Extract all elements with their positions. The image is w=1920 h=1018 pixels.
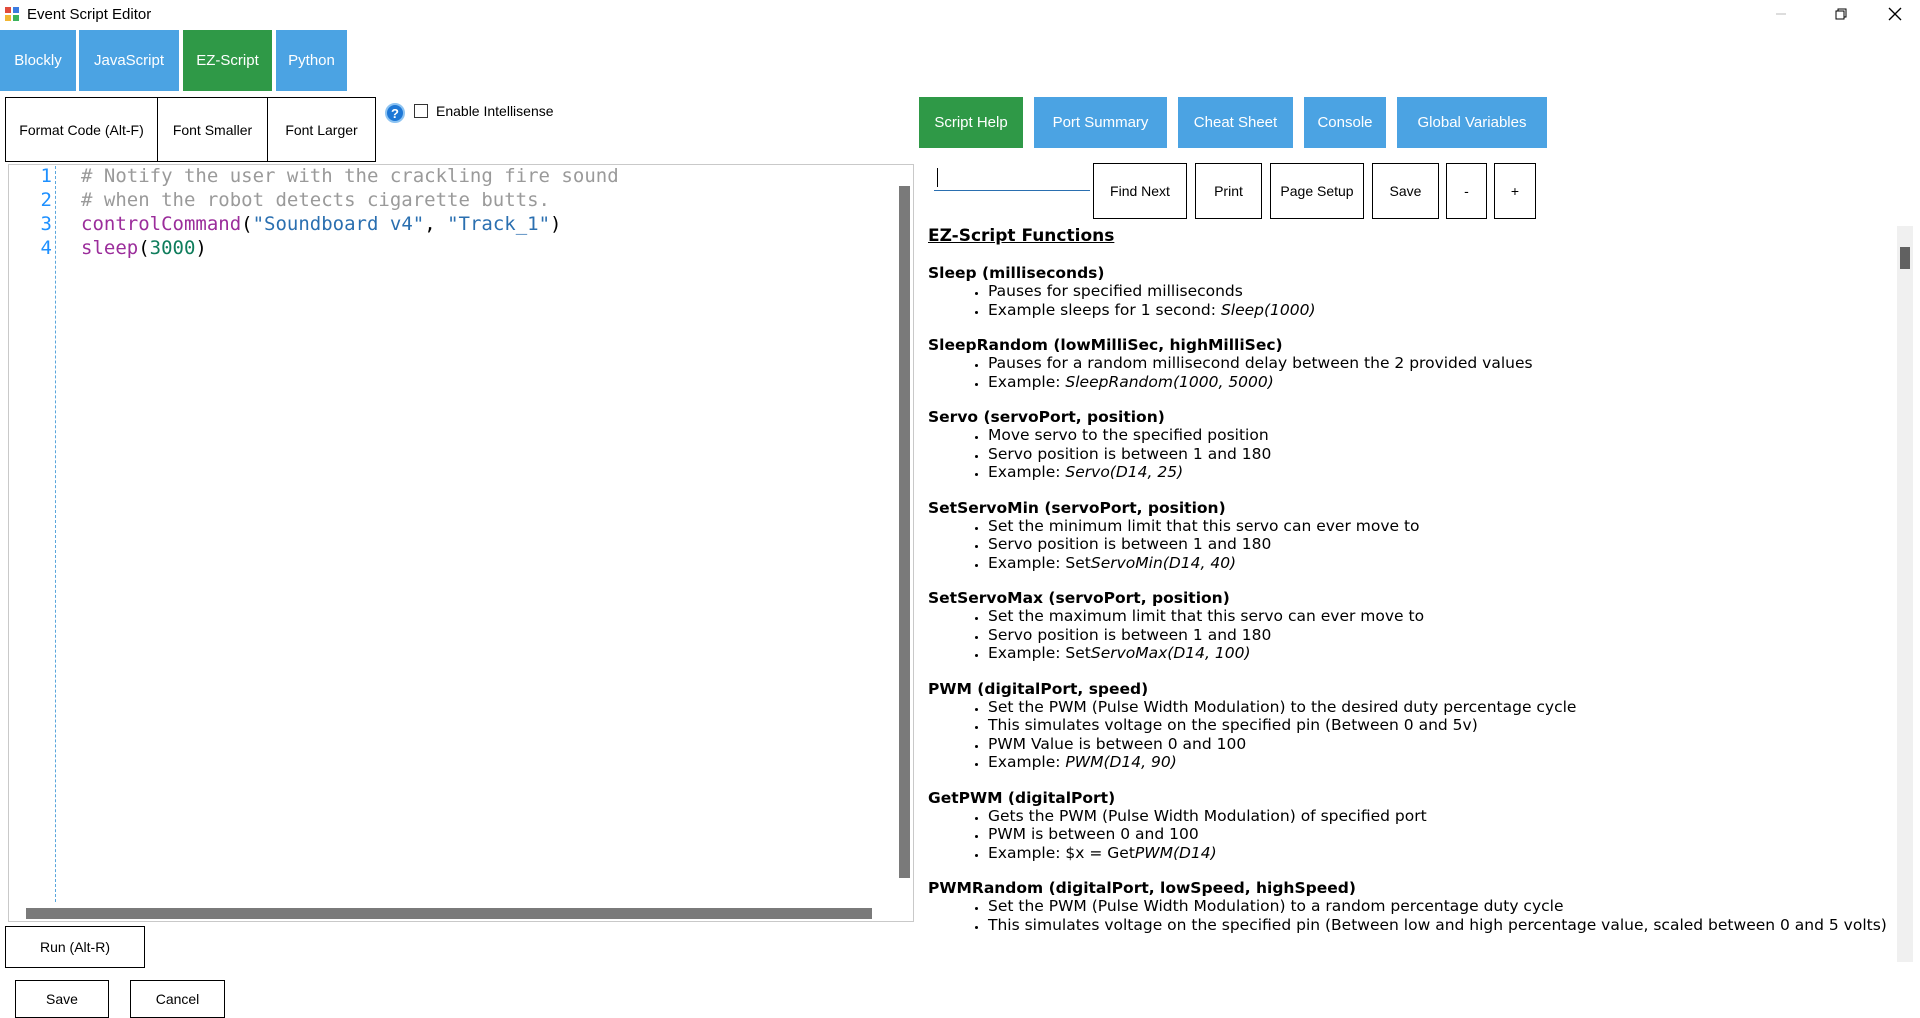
function-description: • Set the maximum limit that this servo can ever move to bbox=[988, 607, 1888, 626]
editor-vertical-scrollbar[interactable] bbox=[899, 186, 910, 878]
zoom-in-button[interactable]: + bbox=[1494, 163, 1536, 219]
example-prefix: Example: $x = Get bbox=[988, 843, 1135, 862]
run-button[interactable]: Run (Alt-R) bbox=[5, 926, 145, 968]
cancel-button[interactable]: Cancel bbox=[130, 980, 225, 1018]
tab-ez-script[interactable]: EZ-Script bbox=[183, 30, 272, 91]
code-comma: , bbox=[424, 213, 448, 235]
code-paren: ( bbox=[138, 237, 150, 259]
function-description: • This simulates voltage on the specified pin (Between low and high percentage value, scaled between 0 and 5 volts) bbox=[988, 916, 1888, 935]
function-entry bbox=[928, 264, 1888, 319]
tab-javascript[interactable]: JavaScript bbox=[79, 30, 179, 91]
function-description: • Servo position is between 1 and 180 bbox=[988, 445, 1888, 464]
format-code-button[interactable]: Format Code (Alt-F) bbox=[5, 97, 158, 162]
app-icon bbox=[4, 6, 20, 22]
editor-horizontal-scrollbar[interactable] bbox=[26, 908, 872, 919]
function-entry bbox=[928, 499, 1888, 573]
font-smaller-button[interactable]: Font Smaller bbox=[157, 97, 268, 162]
function-example bbox=[988, 554, 1888, 573]
function-title: SleepRandom (lowMilliSec, highMilliSec) bbox=[928, 336, 1283, 354]
function-example bbox=[988, 301, 1888, 320]
close-icon bbox=[1888, 7, 1902, 21]
help-icon[interactable]: ? bbox=[385, 103, 405, 123]
search-input[interactable] bbox=[934, 166, 1090, 191]
code-line: # Notify the user with the crackling fire sound bbox=[81, 165, 619, 187]
restore-button[interactable] bbox=[1811, 0, 1871, 28]
restore-icon bbox=[1835, 8, 1847, 20]
code-line: # when the robot detects cigarette butts. bbox=[81, 189, 550, 211]
function-description: • Move servo to the specified position bbox=[988, 426, 1888, 445]
tab-port-summary[interactable]: Port Summary bbox=[1034, 97, 1167, 148]
example-prefix: Example: bbox=[988, 372, 1066, 391]
code-function: sleep bbox=[81, 237, 139, 259]
code-paren: ) bbox=[550, 213, 562, 235]
tab-cheat-sheet[interactable]: Cheat Sheet bbox=[1178, 97, 1293, 148]
title-bar bbox=[0, 0, 1920, 28]
function-example bbox=[988, 463, 1888, 482]
function-entry bbox=[928, 879, 1888, 934]
function-description: • Set the PWM (Pulse Width Modulation) to the desired duty percentage cycle bbox=[988, 698, 1888, 717]
print-button[interactable]: Print bbox=[1195, 163, 1262, 219]
function-title: PWMRandom (digitalPort, lowSpeed, highSpeed) bbox=[928, 879, 1356, 897]
function-entry bbox=[928, 680, 1888, 772]
example-prefix: Example: Set bbox=[988, 644, 1091, 662]
code-number: 3000 bbox=[149, 237, 196, 259]
function-example bbox=[988, 844, 1888, 863]
function-description: • Servo position is between 1 and 180 bbox=[988, 626, 1888, 645]
help-document bbox=[928, 226, 1888, 963]
enable-intellisense-checkbox[interactable] bbox=[414, 104, 428, 118]
minimize-button[interactable] bbox=[1751, 0, 1811, 28]
example-code: PWM(D14, 90) bbox=[1065, 753, 1177, 771]
example-prefix: Example: bbox=[988, 463, 1066, 481]
tab-global-variables[interactable]: Global Variables bbox=[1397, 97, 1547, 148]
example-code: ServoMax(D14, 100) bbox=[1090, 644, 1251, 662]
function-title: Sleep (milliseconds) bbox=[928, 264, 1105, 282]
doc-vertical-scrollbar[interactable] bbox=[1897, 226, 1913, 962]
gutter-divider bbox=[55, 166, 56, 902]
line-number: 1 bbox=[40, 165, 52, 187]
tab-script-help[interactable]: Script Help bbox=[919, 97, 1023, 148]
enable-intellisense-label: Enable Intellisense bbox=[436, 103, 554, 119]
example-code: SleepRandom(1000, 5000) bbox=[1065, 372, 1274, 391]
function-description: • PWM Value is between 0 and 100 bbox=[988, 735, 1888, 754]
code-function: controlCommand bbox=[81, 213, 242, 235]
doc-heading: EZ-Script Functions bbox=[928, 226, 1115, 246]
code-paren: ( bbox=[241, 213, 253, 235]
window-title: Event Script Editor bbox=[27, 6, 152, 23]
function-example bbox=[988, 753, 1888, 772]
line-number: 3 bbox=[40, 213, 52, 235]
function-description: • Gets the PWM (Pulse Width Modulation) of specified port bbox=[988, 807, 1888, 826]
tab-console[interactable]: Console bbox=[1304, 97, 1386, 148]
function-example bbox=[988, 644, 1888, 663]
function-entry bbox=[928, 336, 1888, 391]
code-paren: ) bbox=[195, 237, 207, 259]
example-prefix: Example sleeps for 1 second: bbox=[988, 300, 1221, 319]
function-title: PWM (digitalPort, speed) bbox=[928, 679, 1149, 698]
function-title: SetServoMax (servoPort, position) bbox=[928, 589, 1230, 607]
example-code: ServoMin(D14, 40) bbox=[1090, 553, 1237, 572]
doc-save-button[interactable]: Save bbox=[1372, 163, 1439, 219]
text-caret bbox=[937, 168, 938, 187]
example-code: PWM(D14) bbox=[1134, 843, 1217, 862]
function-entry bbox=[928, 789, 1888, 863]
tab-blockly[interactable]: Blockly bbox=[0, 30, 76, 91]
close-button[interactable] bbox=[1865, 0, 1920, 28]
code-string: "Soundboard v4" bbox=[252, 213, 425, 235]
page-setup-button[interactable]: Page Setup bbox=[1270, 163, 1364, 219]
function-title: GetPWM (digitalPort) bbox=[928, 788, 1116, 807]
code-string: "Track_1" bbox=[447, 213, 551, 235]
line-number: 2 bbox=[40, 189, 52, 211]
function-description: • Set the minimum limit that this servo can ever move to bbox=[988, 517, 1888, 536]
doc-scrollbar-thumb[interactable] bbox=[1900, 247, 1910, 269]
function-description: • Pauses for specified milliseconds bbox=[988, 282, 1888, 301]
function-description: • Pauses for a random millisecond delay between the 2 provided values bbox=[988, 354, 1888, 373]
line-number: 4 bbox=[40, 237, 52, 259]
function-entry bbox=[928, 408, 1888, 482]
example-prefix: Example: Set bbox=[988, 553, 1091, 572]
function-example bbox=[988, 373, 1888, 392]
function-title: SetServoMin (servoPort, position) bbox=[928, 498, 1226, 517]
function-description: • This simulates voltage on the specified pin (Between 0 and 5v) bbox=[988, 716, 1888, 735]
example-code: Sleep(1000) bbox=[1220, 300, 1316, 319]
code-editor[interactable] bbox=[8, 164, 914, 922]
function-description: • Set the PWM (Pulse Width Modulation) to a random percentage duty cycle bbox=[988, 897, 1888, 916]
example-prefix: Example: bbox=[988, 753, 1066, 771]
function-entry bbox=[928, 589, 1888, 663]
zoom-out-button[interactable]: - bbox=[1446, 163, 1487, 219]
find-next-button[interactable]: Find Next bbox=[1093, 163, 1187, 219]
minimize-icon bbox=[1775, 8, 1787, 20]
code-line bbox=[81, 213, 562, 235]
save-button[interactable]: Save bbox=[15, 980, 109, 1018]
example-code: Servo(D14, 25) bbox=[1065, 463, 1184, 481]
tab-python[interactable]: Python bbox=[276, 30, 347, 91]
font-larger-button[interactable]: Font Larger bbox=[267, 97, 376, 162]
function-description: • PWM is between 0 and 100 bbox=[988, 825, 1888, 844]
function-title: Servo (servoPort, position) bbox=[928, 408, 1165, 426]
code-line bbox=[81, 237, 207, 259]
function-description: • Servo position is between 1 and 180 bbox=[988, 535, 1888, 554]
